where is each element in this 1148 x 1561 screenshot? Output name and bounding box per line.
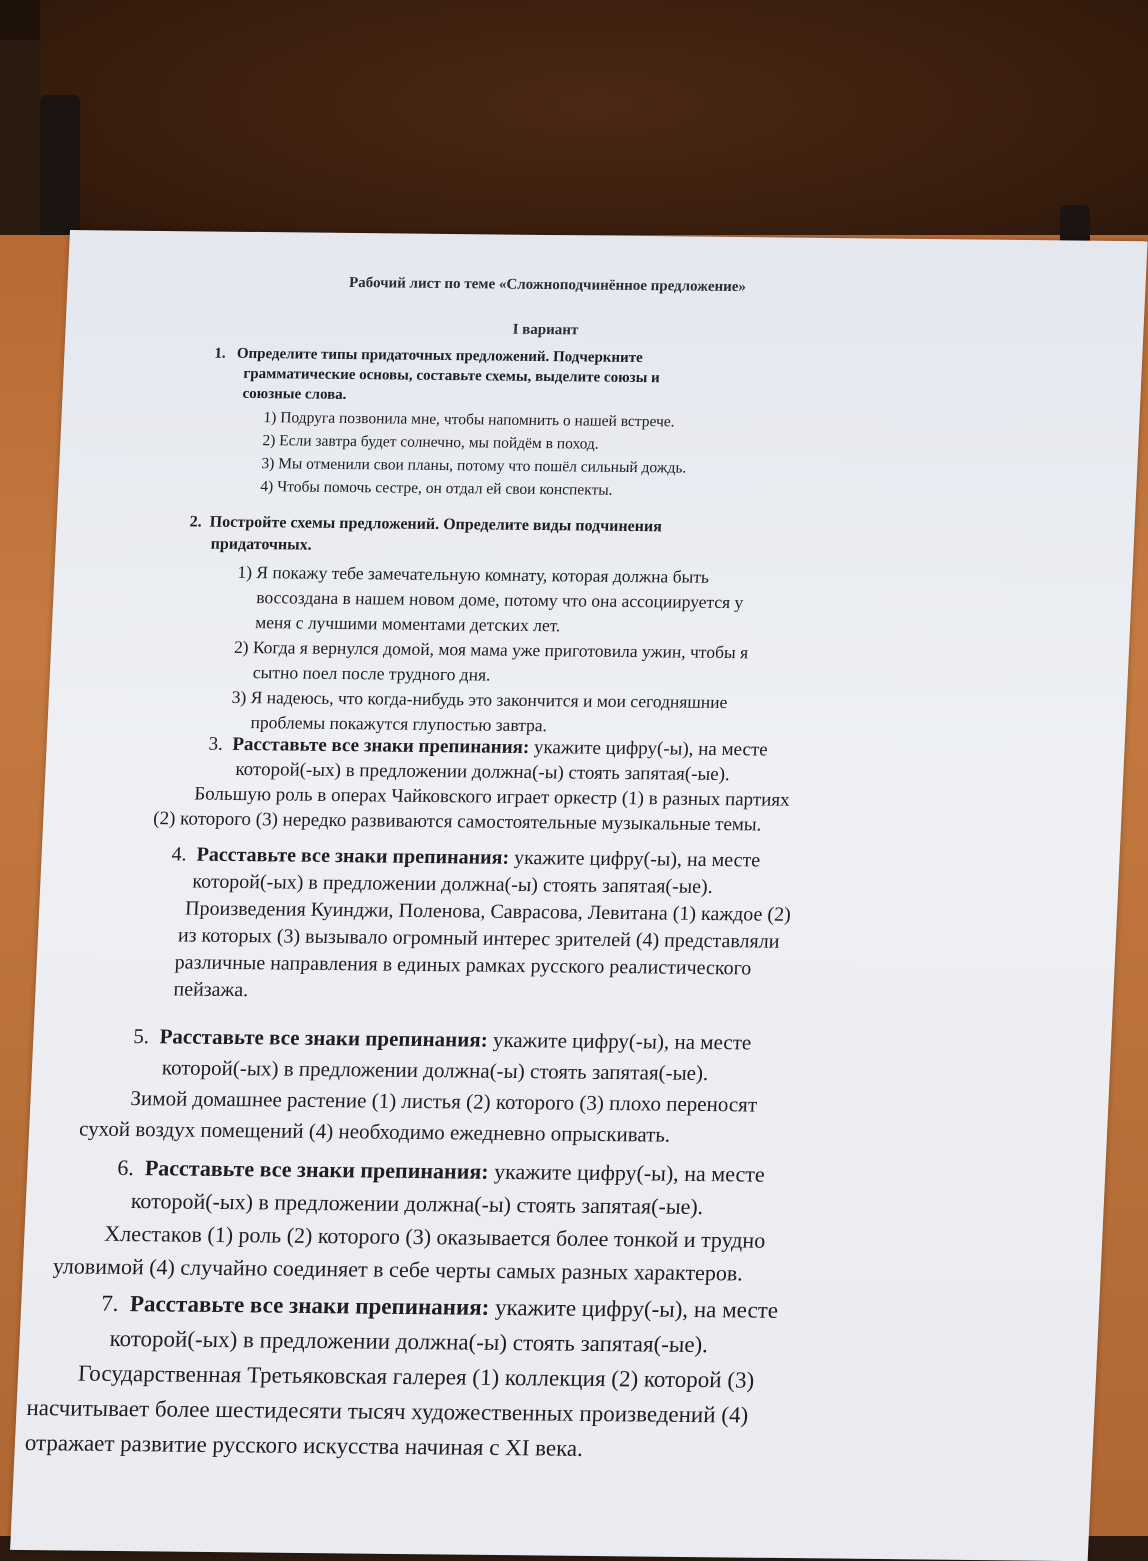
worksheet-paper bbox=[10, 230, 1147, 1561]
task-2-instruction: 2. Постройте схемы предложений. Определите виды подчинения придаточных. bbox=[189, 513, 663, 554]
list-item: 1) Я покажу тебе замечательную комнату, которая должна быть воссоздана в нашем новом доме, потому что она ассоциируется у меня с лучшими моментами детских лет. bbox=[237, 561, 744, 636]
task-2-items bbox=[230, 560, 950, 742]
list-item: 3) Я надеюсь, что когда-нибудь это закончится и мои сегодняшние проблемы покажутся глупостью завтра. bbox=[231, 686, 728, 736]
task-5-sentence: Зимой домашнее растение (1) листья (2) которого (3) плохо переносят bbox=[130, 1086, 758, 1117]
list-item: 3) Мы отменили свои планы, потому что пошёл сильный дождь. bbox=[261, 455, 687, 477]
list-item: 2) Если завтра будет солнечно, мы пойдём в поход. bbox=[262, 432, 600, 453]
task-1 bbox=[214, 344, 885, 505]
worksheet-variant: I вариант bbox=[512, 321, 579, 339]
list-item: 4) Чтобы помочь сестре, он отдал ей свои конспекты. bbox=[259, 478, 614, 499]
task-number: 2. bbox=[189, 513, 203, 531]
task-1-items bbox=[260, 406, 882, 504]
chair-backrest bbox=[40, 0, 1148, 260]
task-7-sentence: Государственная Третьяковская галерея (1) коллекция (2) которой (3) bbox=[77, 1360, 755, 1393]
worksheet-title: Рабочий лист по теме «Сложноподчинённое предложение» bbox=[348, 274, 747, 296]
task-4-sentence: Произведения Куинджи, Поленова, Саврасова, Левитана (1) каждое (2) bbox=[184, 897, 792, 926]
list-item: 2) Когда я вернулся домой, моя мама уже приготовила ужин, чтобы я сытно поел после трудного дня. bbox=[233, 636, 749, 685]
task-6: 6. Расставьте все знаки препинания: укажите цифру(-ы), на месте которой(-ых) в предложении должна(-ы) стоять запятая(-ые). Хлестаков (1) роль (2) которого (3) оказывается более тонкой и трудно уловимой (4) случайно соединяет в себе черты самых разных характеров. bbox=[52, 1154, 766, 1286]
task-7: 7. Расставьте все знаки препинания: укажите цифру(-ы), на месте которой(-ых) в предложении должна(-ы) стоять запятая(-ые). Государственная Третьяковская галерея (1) коллекция (2) которой (3) насчитывает более шестидесяти тысяч художественных произведений (4) отражает развитие русского искусства начиная с XI века. bbox=[24, 1290, 779, 1461]
list-item: 1) Подруга позвонила мне, чтобы напомнить о нашей встрече. bbox=[263, 409, 676, 431]
task-number: 1. bbox=[214, 345, 227, 362]
task-6-sentence: Хлестаков (1) роль (2) которого (3) оказывается более тонкой и трудно bbox=[103, 1220, 766, 1253]
task-1-instruction: 1. Определите типы придаточных предложений. Подчеркните грамматические основы, составьте схемы, выделите союзы и союзные слова. bbox=[214, 345, 661, 403]
task-2 bbox=[189, 512, 952, 743]
task-4: 4. Расставьте все знаки препинания: укажите цифру(-ы), на месте которой(-ых) в предложении должна(-ы) стоять запятая(-ые). Произведения Куинджи, Поленова, Саврасова, Левитана (1) каждое (2) из которых (3) вызывало огромный интерес зрителей (4) представляли различные направления в единых рамках русского реалистического пейзажа. bbox=[171, 843, 792, 1002]
task-5: 5. Расставьте все знаки препинания: укажите цифру(-ы), на месте которой(-ых) в предложении должна(-ы) стоять запятая(-ые). Зимой домашнее растение (1) листья (2) которого (3) плохо переносят сухой воздух помещений (4) необходимо ежедневно опрыскивать. bbox=[78, 1024, 758, 1147]
task-3: 3. Расставьте все знаки препинания: укажите цифру(-ы), на месте которой(-ых) в предложении должна(-ы) стоять запятая(-ые). Большую роль в операх Чайковского играет оркестр (1) в разных партиях (2) которого (3) нередко развиваются самостоятельные музыкальные темы. bbox=[152, 733, 791, 836]
task-3-sentence: Большую роль в операх Чайковского играет оркестр (1) в разных партиях bbox=[193, 783, 791, 811]
